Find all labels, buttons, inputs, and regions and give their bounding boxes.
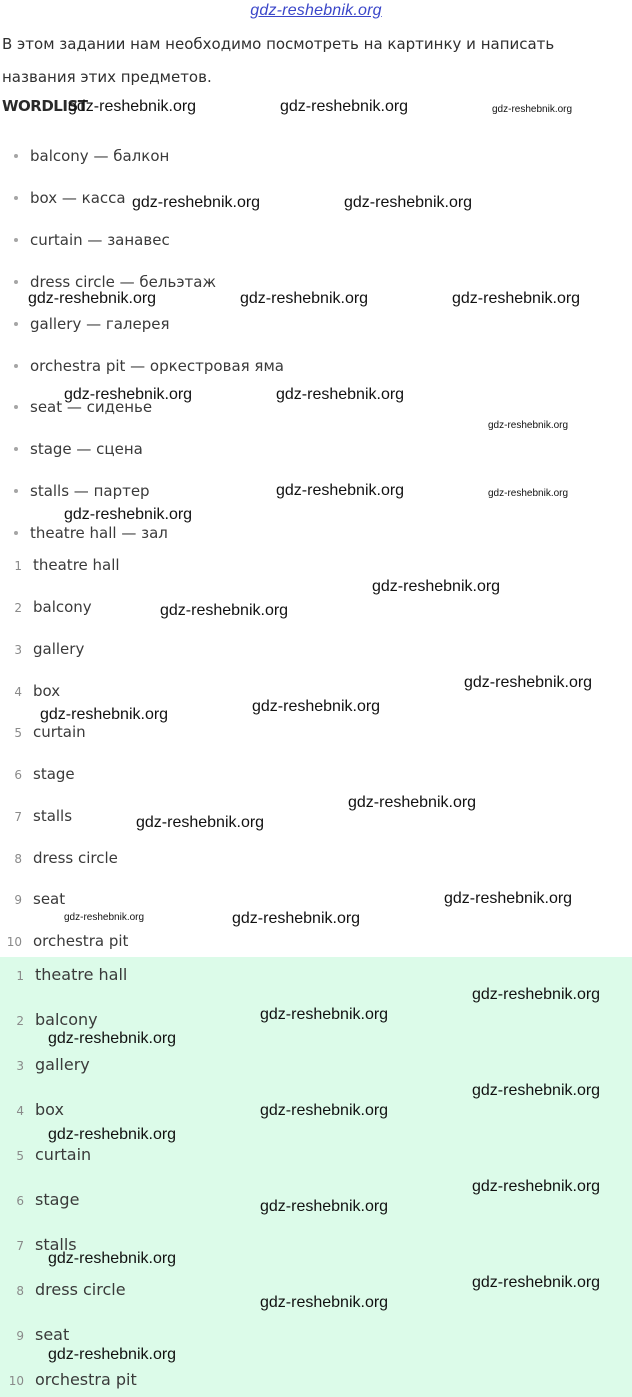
item-number: 2 [16, 1014, 24, 1028]
watermark: gdz-reshebnik.org [48, 1346, 177, 1363]
list-item [14, 440, 143, 458]
list-item [0, 1100, 64, 1119]
bullet-icon [14, 405, 18, 409]
list-item [0, 932, 128, 950]
watermark: gdz-reshebnik.org [260, 1006, 389, 1023]
list-item [0, 890, 65, 908]
watermark: gdz-reshebnik.org [260, 1198, 389, 1215]
item-number: 9 [16, 1329, 24, 1343]
list-item-text: gallery — галерея [30, 315, 170, 333]
list-item [0, 1325, 69, 1344]
watermark: gdz-reshebnik.org [64, 912, 145, 923]
list-item [14, 524, 168, 542]
list-item [0, 682, 60, 700]
list-item-text: dress circle [33, 849, 118, 867]
item-number: 10 [6, 935, 22, 949]
list-item [0, 1055, 90, 1074]
watermark: gdz-reshebnik.org [452, 290, 581, 307]
list-item-text: dress circle [35, 1280, 126, 1299]
list-item [14, 189, 126, 207]
list-item-text: dress circle — бельэтаж [30, 273, 216, 291]
watermark: gdz-reshebnik.org [160, 602, 289, 619]
wordlist-heading: WORDLIST [2, 97, 88, 115]
item-number: 7 [16, 1239, 24, 1253]
bullet-icon [14, 196, 18, 200]
list-item-text: stage [33, 765, 75, 783]
item-number: 5 [16, 1149, 24, 1163]
list-item [14, 357, 284, 375]
item-number: 4 [16, 1104, 24, 1118]
list-item-text: balcony — балкон [30, 147, 170, 165]
item-number: 6 [14, 768, 22, 782]
watermark: gdz-reshebnik.org [492, 104, 573, 115]
watermark: gdz-reshebnik.org [260, 1294, 389, 1311]
watermark: gdz-reshebnik.org [464, 674, 593, 691]
item-number: 1 [14, 559, 22, 573]
list-item-text: gallery [33, 640, 85, 658]
list-item [0, 849, 118, 867]
item-number: 3 [14, 643, 22, 657]
watermark: gdz-reshebnik.org [48, 1250, 177, 1267]
list-item [0, 723, 86, 741]
list-item-text: curtain [35, 1145, 92, 1164]
watermark: gdz-reshebnik.org [64, 386, 193, 403]
watermark: gdz-reshebnik.org [132, 194, 261, 211]
bullet-icon [14, 531, 18, 535]
watermark: gdz-reshebnik.org [276, 482, 405, 499]
bullet-icon [14, 489, 18, 493]
intro-text: В этом задании нам необходимо посмотреть на картинку и написать названия этих предметов. [2, 35, 555, 86]
bullet-icon [14, 238, 18, 242]
list-item-text: balcony [35, 1010, 98, 1029]
item-number: 7 [14, 810, 22, 824]
list-item-text: orchestra pit [35, 1370, 137, 1389]
list-item-text: theatre hall [33, 556, 120, 574]
watermark: gdz-reshebnik.org [40, 706, 169, 723]
list-item-text: stage — сцена [30, 440, 143, 458]
list-item-text: orchestra pit [33, 932, 129, 950]
list-item [14, 482, 150, 500]
watermark: gdz-reshebnik.org [472, 1274, 601, 1291]
list-item [14, 315, 170, 333]
list-item [0, 1010, 98, 1029]
watermark: gdz-reshebnik.org [472, 986, 601, 1003]
list-item [14, 231, 170, 249]
list-item [0, 1145, 91, 1164]
list-item [0, 807, 72, 825]
list-item-text: stalls — партер [30, 482, 150, 500]
watermark: gdz-reshebnik.org [348, 794, 477, 811]
list-item-text: stalls [35, 1235, 77, 1254]
item-number: 3 [16, 1059, 24, 1073]
watermark: gdz-reshebnik.org [240, 290, 369, 307]
watermark: gdz-reshebnik.org [372, 578, 501, 595]
watermark: gdz-reshebnik.org [488, 420, 569, 431]
watermark: gdz-reshebnik.org [48, 1126, 177, 1143]
list-item-text: gallery [35, 1055, 90, 1074]
list-item-text: seat — сиденье [30, 398, 153, 416]
list-item-text: box [35, 1100, 64, 1119]
item-number: 8 [16, 1284, 24, 1298]
list-item-text: balcony [33, 598, 92, 616]
list-item [0, 965, 127, 984]
watermark: gdz-reshebnik.org [488, 488, 569, 499]
item-number: 5 [14, 726, 22, 740]
list-item-text: curtain [33, 723, 86, 741]
watermark: gdz-reshebnik.org [472, 1082, 601, 1099]
list-item-text: seat [35, 1325, 70, 1344]
list-item [0, 765, 75, 783]
list-item-text: stage [35, 1190, 80, 1209]
list-item [14, 273, 216, 291]
site-title-link[interactable]: gdz-reshebnik.org [250, 2, 382, 19]
bullet-icon [14, 364, 18, 368]
watermark: gdz-reshebnik.org [64, 506, 193, 523]
list-item-text: seat [33, 890, 66, 908]
list-item-text: stalls [33, 807, 73, 825]
item-number: 10 [8, 1374, 24, 1388]
list-item-text: curtain — занавес [30, 231, 170, 249]
list-item [0, 640, 84, 658]
bullet-icon [14, 280, 18, 284]
watermark: gdz-reshebnik.org [444, 890, 573, 907]
watermark: gdz-reshebnik.org [344, 194, 473, 211]
list-item-text: theatre hall — зал [30, 524, 168, 542]
watermark: gdz-reshebnik.org [48, 1030, 177, 1047]
bullet-icon [14, 154, 18, 158]
list-item-text: box [33, 682, 61, 700]
watermark: gdz-reshebnik.org [280, 98, 409, 115]
item-number: 2 [14, 601, 22, 615]
list-item [0, 1280, 126, 1299]
item-number: 1 [16, 969, 24, 983]
watermark: gdz-reshebnik.org [136, 814, 265, 831]
item-number: 4 [14, 685, 22, 699]
list-item-text: theatre hall [35, 965, 128, 984]
watermark: gdz-reshebnik.org [472, 1178, 601, 1195]
list-item [0, 1190, 79, 1209]
watermark: gdz-reshebnik.org [232, 910, 361, 927]
watermark: gdz-reshebnik.org [28, 290, 157, 307]
list-item-text: orchestra pit — оркестровая яма [30, 357, 284, 375]
list-item [0, 598, 92, 616]
watermark: gdz-reshebnik.org [276, 386, 405, 403]
bullet-icon [14, 322, 18, 326]
list-item [0, 556, 120, 574]
list-item [14, 147, 169, 165]
item-number: 9 [14, 893, 22, 907]
list-item [0, 1370, 137, 1389]
watermark: gdz-reshebnik.org [260, 1102, 389, 1119]
item-number: 6 [16, 1194, 24, 1208]
item-number: 8 [14, 852, 22, 866]
bullet-icon [14, 447, 18, 451]
list-item-text: box — касса [30, 189, 126, 207]
watermark: gdz-reshebnik.org [252, 698, 381, 715]
watermark: gdz-reshebnik.org [68, 98, 197, 115]
